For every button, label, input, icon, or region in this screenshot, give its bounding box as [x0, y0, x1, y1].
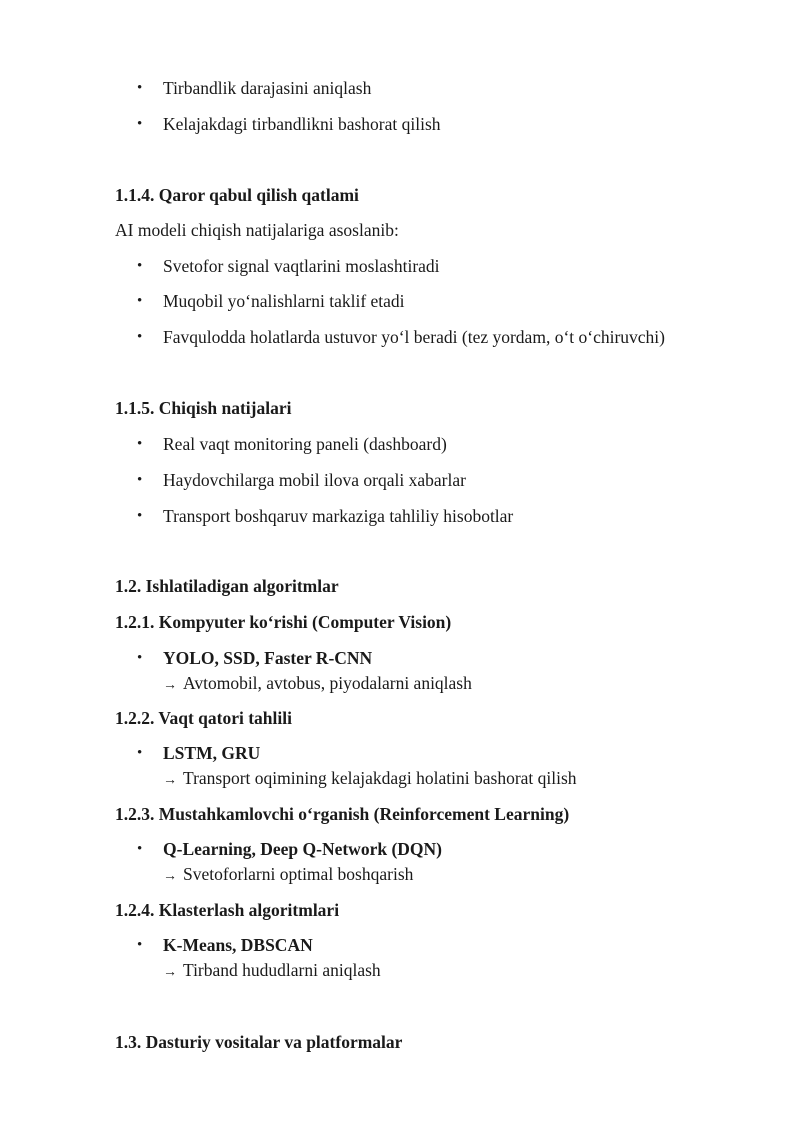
- list-item: [0, 112, 800, 136]
- list-item: [0, 741, 800, 765]
- algorithm-title: K-Means, DBSCAN: [163, 935, 313, 955]
- algorithm-description-text: Tirband hududlarni aniqlash: [183, 960, 381, 980]
- list-item-text: Muqobil yo‘nalishlarni taklif etadi: [163, 291, 405, 311]
- list-item-text: Favqulodda holatlarda ustuvor yo‘l beradi (tez yordam, o‘t o‘chiruvchi): [163, 327, 665, 347]
- bullet-icon: •: [137, 745, 143, 761]
- section-heading-1-3: 1.3. Dasturiy vositalar va platformalar: [115, 1032, 403, 1052]
- list-item-text: Transport boshqaruv markaziga tahliliy hisobotlar: [163, 506, 514, 526]
- section-heading-1-1-5: 1.1.5. Chiqish natijalari: [115, 398, 292, 418]
- list-item: [0, 76, 800, 100]
- algorithm-description-text: Avtomobil, avtobus, piyodalarni aniqlash: [183, 673, 472, 693]
- bullet-icon: •: [137, 841, 143, 857]
- algorithm-description: [163, 671, 472, 698]
- list-item: [0, 432, 800, 456]
- section-heading-1-2-4: 1.2.4. Klasterlash algoritmlari: [115, 900, 340, 920]
- bullet-icon: •: [137, 436, 143, 452]
- bullet-icon: •: [137, 116, 143, 132]
- algorithm-title: YOLO, SSD, Faster R-CNN: [163, 648, 373, 668]
- algorithm-title: LSTM, GRU: [163, 743, 261, 763]
- list-item-text: Real vaqt monitoring paneli (dashboard): [163, 434, 447, 454]
- algorithm-description-text: Transport oqimining kelajakdagi holatini bashorat qilish: [183, 768, 577, 788]
- algorithm-description-text: Svetoforlarni optimal boshqarish: [183, 864, 414, 884]
- list-item-text: Kelajakdagi tirbandlikni bashorat qilish: [163, 114, 441, 134]
- section-heading-1-2-3: 1.2.3. Mustahkamlovchi o‘rganish (Reinforcement Learning): [115, 804, 570, 824]
- bullet-icon: •: [137, 258, 143, 274]
- arrow-right-icon: →: [163, 773, 177, 788]
- algorithm-title: Q-Learning, Deep Q-Network (DQN): [163, 839, 442, 859]
- section-heading-1-2-2: 1.2.2. Vaqt qatori tahlili: [115, 708, 292, 728]
- list-item: [0, 254, 800, 278]
- list-item: [0, 933, 800, 957]
- algorithm-description: [163, 766, 577, 793]
- bullet-icon: •: [137, 508, 143, 524]
- section-intro: AI modeli chiqish natijalariga asoslanib:: [115, 220, 399, 240]
- algorithm-description: [163, 958, 381, 985]
- arrow-right-icon: →: [163, 965, 177, 980]
- bullet-icon: •: [137, 293, 143, 309]
- section-heading-1-2-1: 1.2.1. Kompyuter ko‘rishi (Computer Vision): [115, 612, 452, 632]
- list-item: [0, 646, 800, 670]
- list-item: [0, 504, 800, 528]
- list-item-text: Haydovchilarga mobil ilova orqali xabarlar: [163, 470, 466, 490]
- list-item: [0, 289, 800, 313]
- list-item: [0, 325, 800, 349]
- section-heading-1-2: 1.2. Ishlatiladigan algoritmlar: [115, 576, 339, 596]
- arrow-right-icon: →: [163, 869, 177, 884]
- algorithm-description: [163, 862, 413, 889]
- list-item: [0, 468, 800, 492]
- list-item-text: Svetofor signal vaqtlarini moslashtiradi: [163, 256, 440, 276]
- list-item: [0, 837, 800, 861]
- section-heading-1-1-4: 1.1.4. Qaror qabul qilish qatlami: [115, 185, 359, 205]
- bullet-icon: •: [137, 329, 143, 345]
- list-item-text: Tirbandlik darajasini aniqlash: [163, 78, 372, 98]
- bullet-icon: •: [137, 472, 143, 488]
- arrow-right-icon: →: [163, 678, 177, 693]
- bullet-icon: •: [137, 650, 143, 666]
- bullet-icon: •: [137, 937, 143, 953]
- bullet-icon: •: [137, 80, 143, 96]
